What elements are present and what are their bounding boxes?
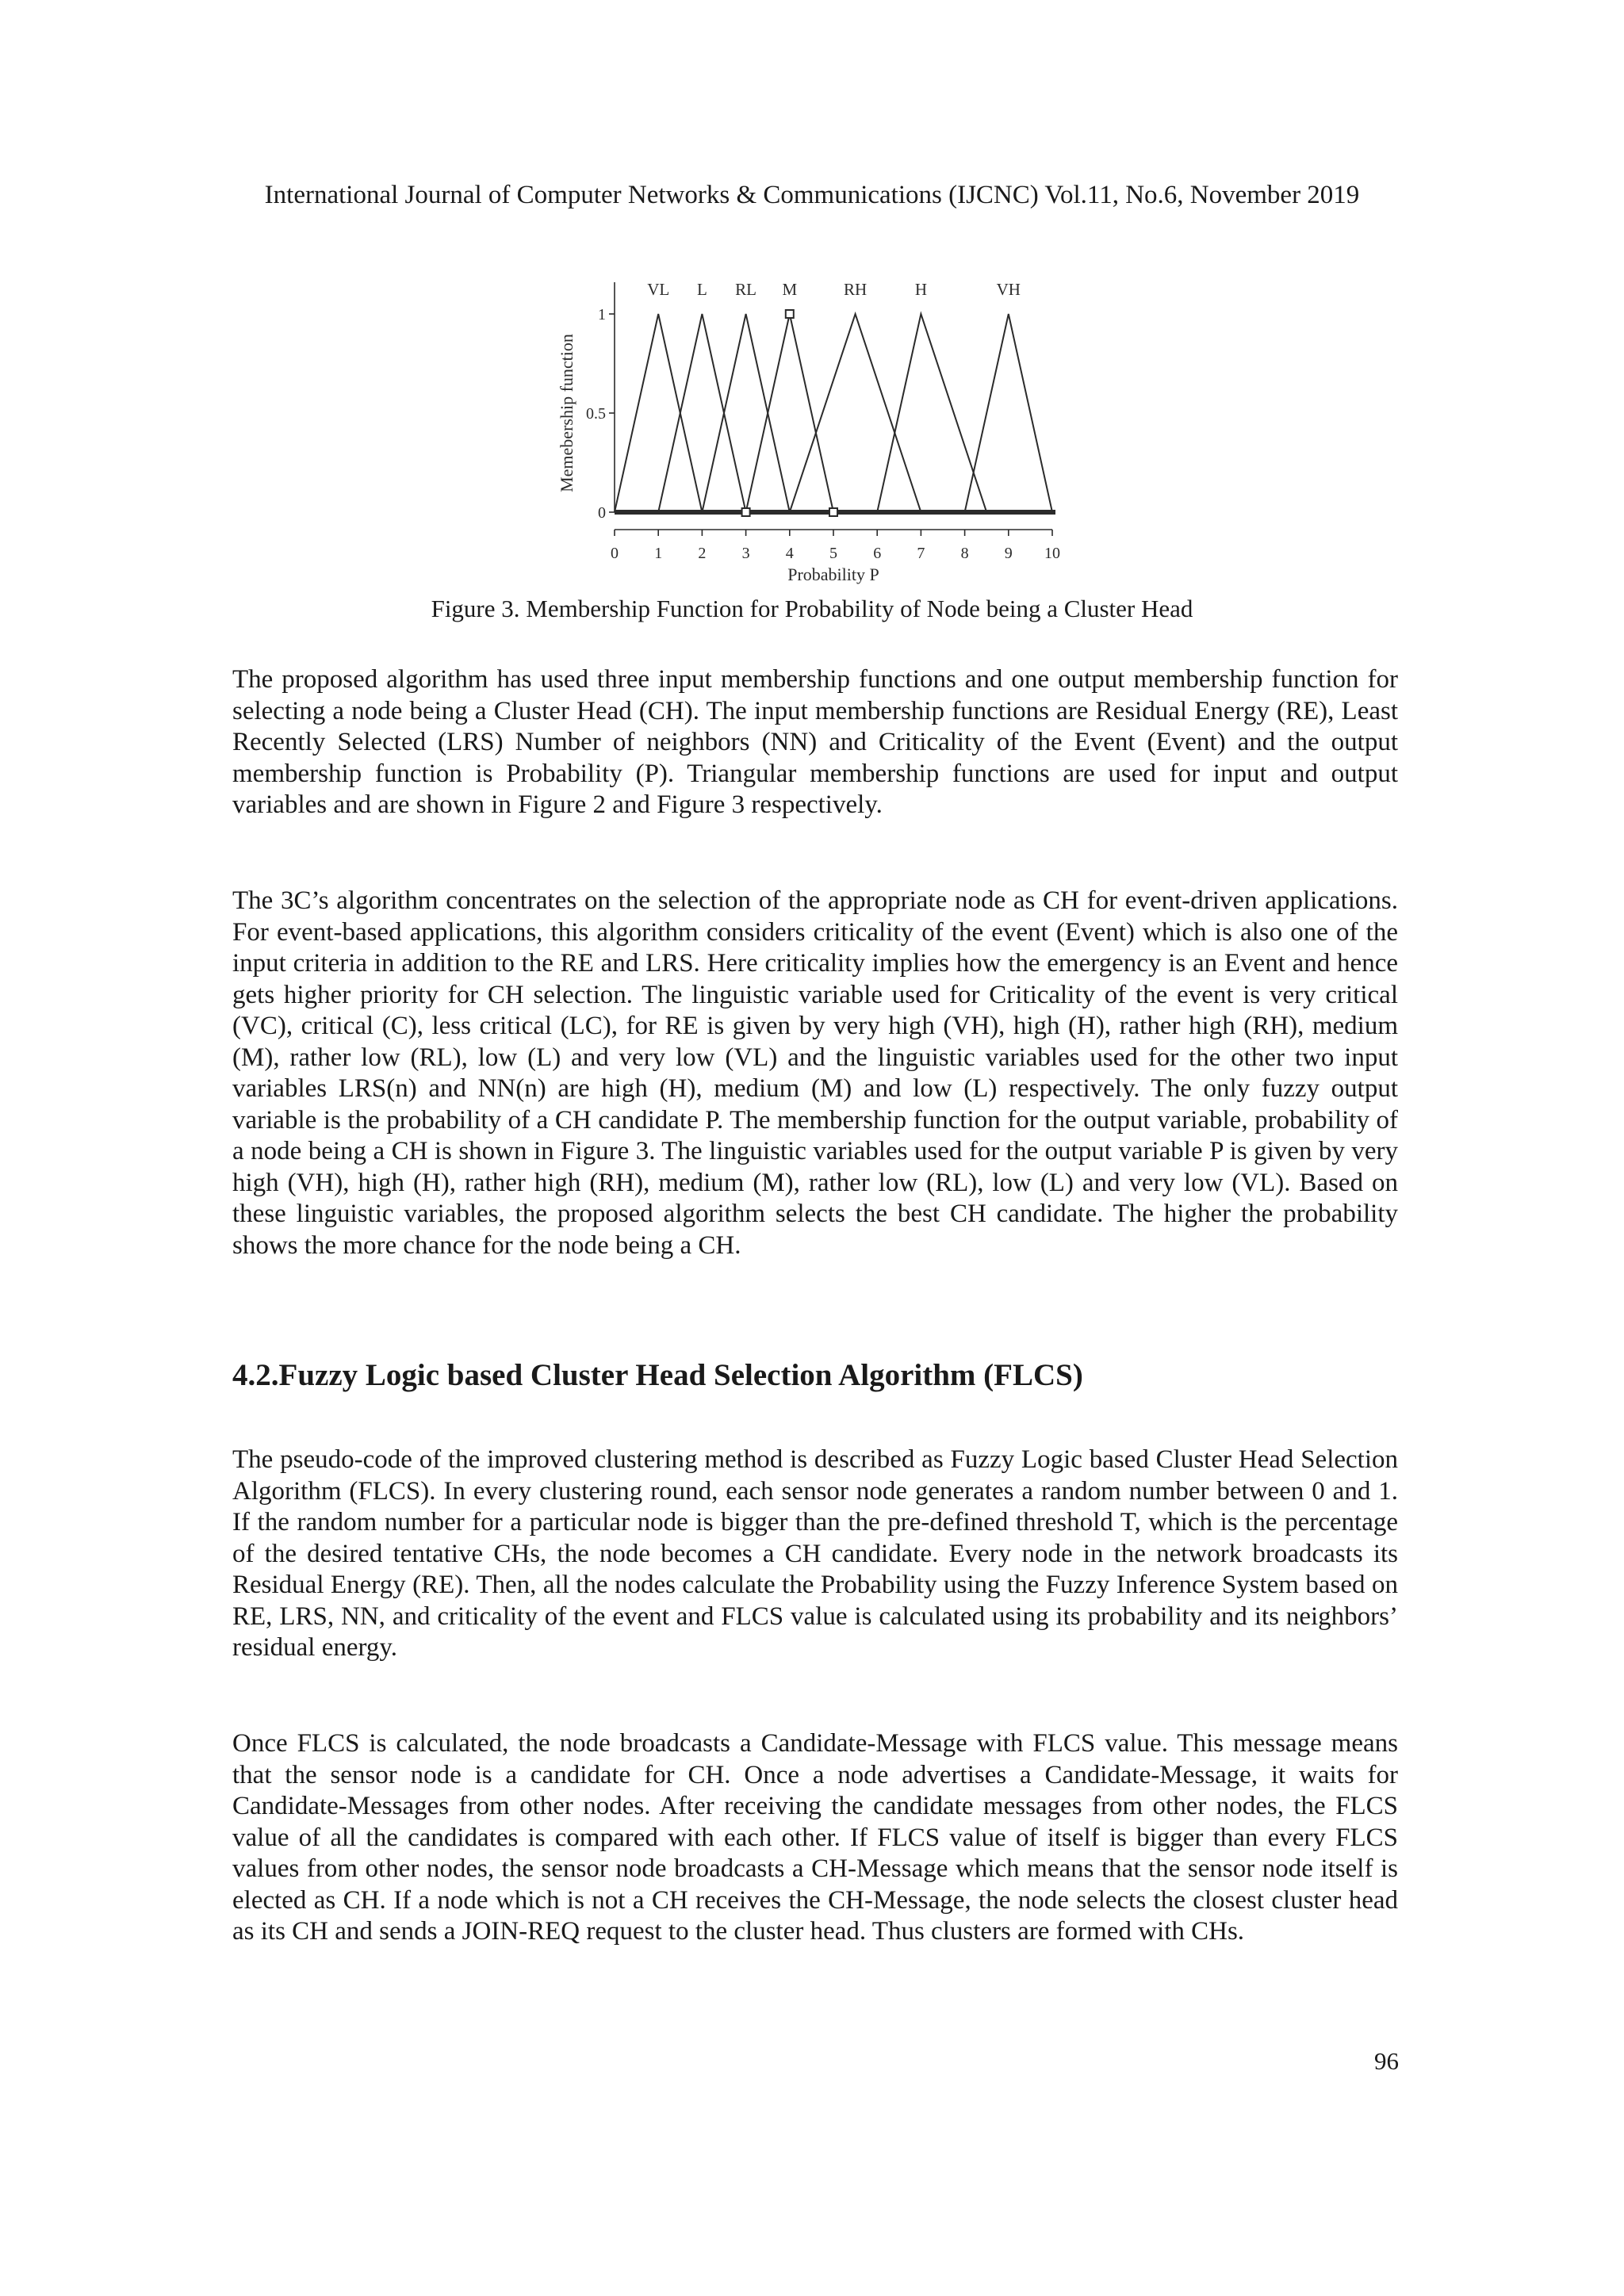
y-axis-label: Memebership function <box>557 334 576 492</box>
series-l-label: L <box>696 280 707 299</box>
x-tick-label: 5 <box>829 545 837 562</box>
series-vh-line <box>965 314 1052 512</box>
series-m-label: M <box>782 280 798 299</box>
section-heading: 4.2.Fuzzy Logic based Cluster Head Selection Algorithm (FLCS) <box>232 1358 1083 1392</box>
series-rh-line <box>790 314 921 512</box>
series-m-line <box>746 314 833 512</box>
y-tick-label: 0.5 <box>586 405 606 423</box>
paragraph-candidate-message: Once FLCS is calculated, the node broadcasts a Candidate-Message with FLCS value. This message means that the sensor node is a candidate for CH. Once a node advertises a Candidate-Message, it waits for Candidate-Messages from other nodes. After receiving the candidate messages from other nodes, the FLCS value of all the candidates is compared with each other. If FLCS value of itself is bigger than every FLCS values from other nodes, the sensor node broadcasts a CH-Message which means that the sensor node itself is elected as CH. If a node which is not a CH receives the CH-Message, the node selects the closest cluster head as its CH and sends a JOIN-REQ request to the cluster head. Thus clusters are formed with CHs. <box>232 1729 1398 1946</box>
paragraph-membership-functions: The proposed algorithm has used three input membership functions and one output membership function for selecting a node being a Cluster Head (CH). The input membership functions are Residual Energy (RE), Least Recently Selected (LRS) Number of neighbors (NN) and Criticality of the Event (Event) and the output membership function is Probability (P). Triangular membership functions are used for input and output variables and are shown in Figure 2 and Figure 3 respectively. <box>232 665 1398 819</box>
x-tick-label: 9 <box>1004 545 1013 562</box>
point-marker <box>786 310 794 318</box>
running-header: International Journal of Computer Networks & Communications (IJCNC) Vol.11, No.6, November 2019 <box>264 181 1360 209</box>
series-l-line <box>658 314 745 512</box>
membership-chart <box>555 262 1094 595</box>
point-marker <box>742 508 750 516</box>
series-rl-line <box>702 314 789 512</box>
x-tick-label: 4 <box>785 545 794 562</box>
paragraph-3c-algorithm: The 3C’s algorithm concentrates on the selection of the appropriate node as CH for event-driven applications. For event-based applications, this algorithm considers criticality of the event (Event) which is also one of the input criteria in addition to the RE and LRS. Here criticality implies how the emergency is an Event and hence gets higher priority for CH selection. The linguistic variable used for Criticality of the event is very critical (VC), critical (C), less critical (LC), for RE is given by very high (VH), high (H), rather high (RH), medium (M), rather low (RL), low (L) and very low (VL) and the linguistic variables used for the other two input variables LRS(n) and NN(n) are high (H), medium (M) and low (L) respectively. The only fuzzy output variable is the probability of a CH candidate P. The membership function for the output variable, probability of a node being a CH is shown in Figure 3. The linguistic variables used for the output variable P is given by very high (VH), high (H), rather high (RH), medium (M), rather low (RL), low (L) and very low (VL). Based on these linguistic variables, the proposed algorithm selects the best CH candidate. The higher the probability shows the more chance for the node being a CH. <box>232 886 1398 1260</box>
x-tick-label: 10 <box>1044 545 1060 562</box>
x-tick-label: 8 <box>960 545 969 562</box>
series-vl-label: VL <box>647 280 670 299</box>
series-vl-line <box>615 314 702 512</box>
series-rl-label: RL <box>735 280 757 299</box>
x-axis-label: Probability P <box>787 564 879 584</box>
x-tick-label: 6 <box>873 545 882 562</box>
x-tick-label: 2 <box>698 545 707 562</box>
membership-function-figure <box>555 262 1094 595</box>
series-h-line <box>877 314 986 512</box>
x-tick-label: 3 <box>741 545 750 562</box>
x-tick-label: 1 <box>654 545 663 562</box>
y-tick-label: 1 <box>598 306 606 323</box>
x-tick-label: 7 <box>917 545 925 562</box>
figure-caption: Figure 3. Membership Function for Probability of Node being a Cluster Head <box>431 595 1193 622</box>
chart-series <box>615 280 1052 512</box>
page-number: 96 <box>1374 2047 1399 2075</box>
paragraph-flcs-pseudocode: The pseudo-code of the improved clustering method is described as Fuzzy Logic based Cluster Head Selection Algorithm (FLCS). In every clustering round, each sensor node generates a random number between 0 and 1. If the random number for a particular node is bigger than the pre-defined threshold T, which is the percentage of the desired tentative CHs, the node becomes a CH candidate. Every node in the network broadcasts its Residual Energy (RE). Then, all the nodes calculate the Probability using the Fuzzy Inference System based on RE, LRS, NN, and criticality of the event and FLCS value is calculated using its probability and its neighbors’ residual energy. <box>232 1445 1398 1662</box>
point-marker <box>829 508 837 516</box>
chart-axes <box>615 282 1055 530</box>
series-h-label: H <box>914 280 927 299</box>
series-rh-label: RH <box>844 280 868 299</box>
x-tick-label: 0 <box>611 545 619 562</box>
y-tick-label: 0 <box>598 504 606 522</box>
chart-ticks <box>586 306 1060 562</box>
series-vh-label: VH <box>996 280 1021 299</box>
